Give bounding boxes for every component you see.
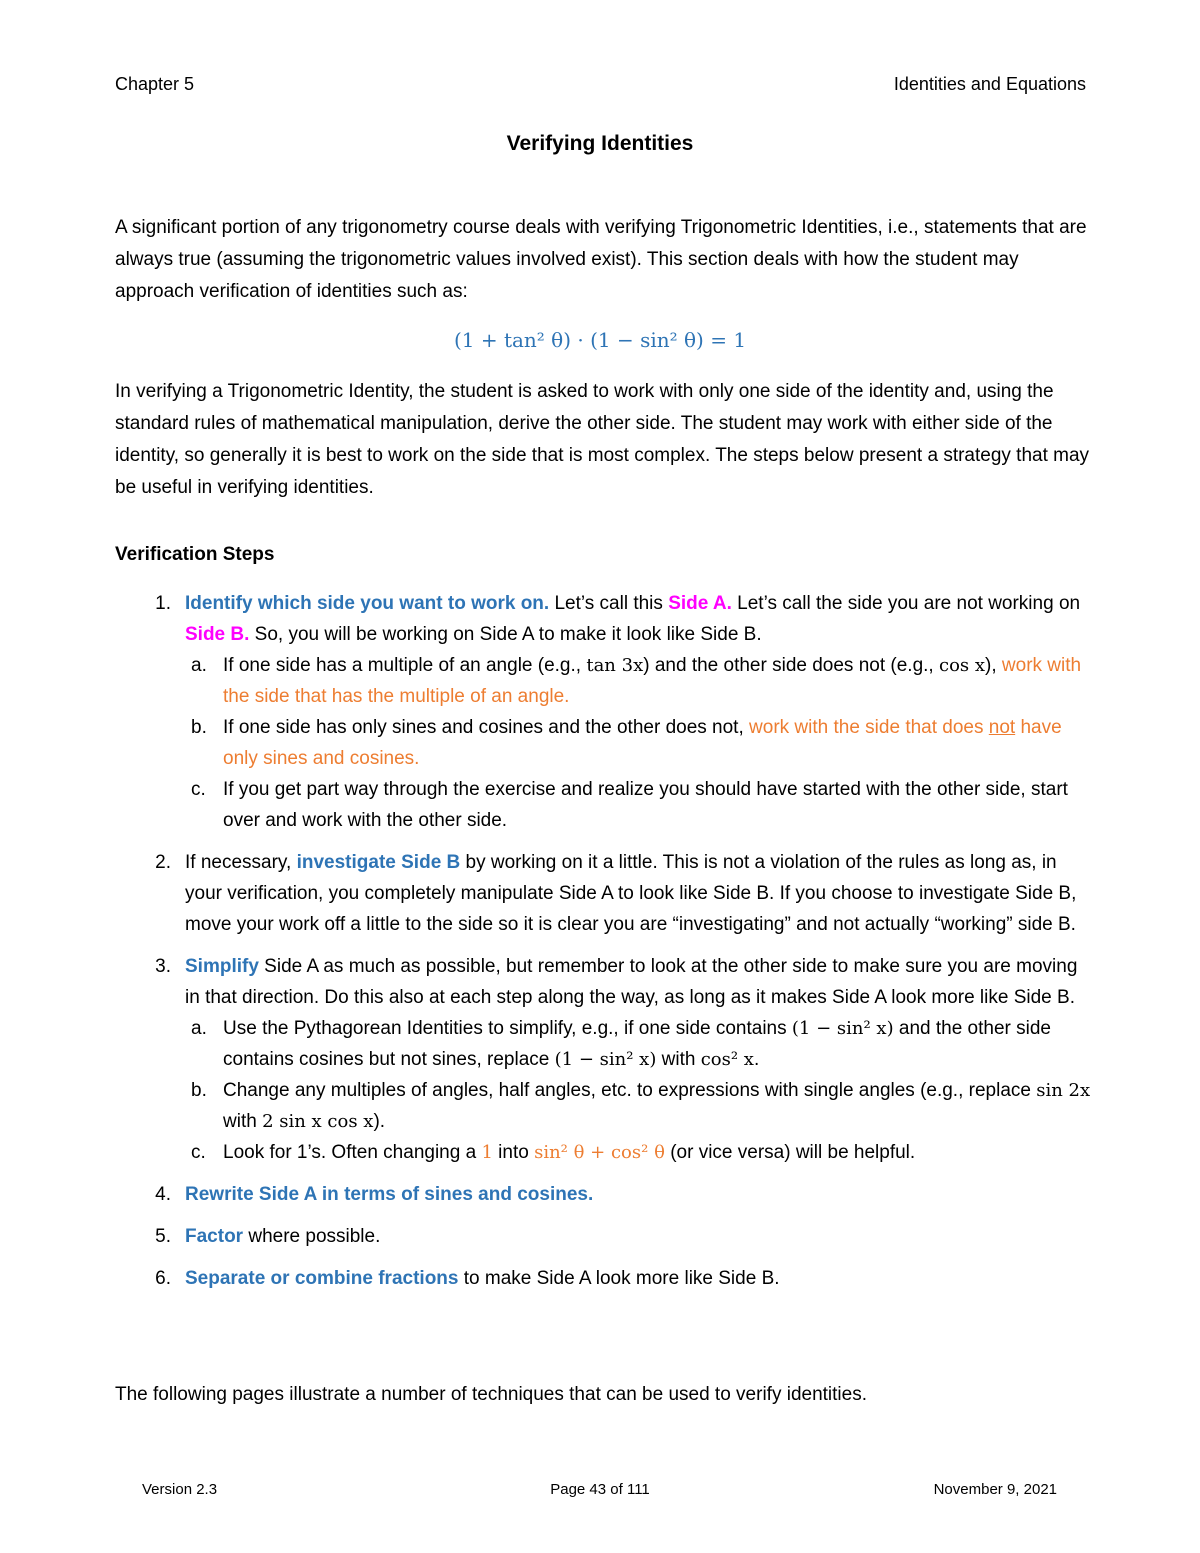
text: If necessary, xyxy=(185,852,297,873)
step-text xyxy=(185,588,1095,836)
text: Let’s call this xyxy=(549,593,669,614)
substep-text xyxy=(223,712,1095,774)
step-4 xyxy=(115,1179,1095,1210)
highlight-text: work with the side that does xyxy=(749,717,989,738)
text: and the other side contains cosines but not sines, replace xyxy=(223,1018,1051,1070)
text: Side A as much as possible, but remember to look at the other side to make sure you are moving in that direction. Do this also at each step along the way, as long as it makes Side A look more like Side B. xyxy=(185,956,1078,1008)
closing-paragraph: The following pages illustrate a number of techniques that can be used to verify identities. xyxy=(115,1384,867,1405)
step-number: 4. xyxy=(155,1184,171,1205)
math-expression: 1 xyxy=(481,1142,493,1163)
footer-date: November 9, 2021 xyxy=(933,1481,1057,1498)
text: ). xyxy=(373,1111,386,1132)
chapter-title: Identities and Equations xyxy=(893,74,1086,94)
math-expression: cos x xyxy=(938,655,986,676)
math-expression: sin² θ + cos² θ xyxy=(534,1142,665,1163)
substep-text xyxy=(223,650,1095,712)
substep-text xyxy=(223,1137,1095,1168)
highlight-text: investigate Side B xyxy=(296,852,461,873)
step-number: 3. xyxy=(155,956,171,977)
steps-heading: Verification Steps xyxy=(115,544,275,565)
substep-text xyxy=(223,1013,1095,1075)
text: with xyxy=(223,1111,263,1132)
footer-page-number: Page 43 of 111 xyxy=(550,1481,650,1498)
substep-letter: c. xyxy=(191,1142,206,1163)
step-3 xyxy=(115,951,1095,1168)
text: ), xyxy=(985,655,1002,676)
substep-3b xyxy=(185,1075,1095,1137)
substep-letter: b. xyxy=(191,1080,207,1101)
substep-letter: c. xyxy=(191,779,206,800)
math-expression: (1 − sin² x) xyxy=(554,1049,657,1070)
step-2 xyxy=(115,847,1095,940)
example-identity: (1 + tan² θ) · (1 − sin² θ) = 1 xyxy=(453,328,747,352)
highlight-text: Separate or combine fractions xyxy=(185,1268,459,1289)
step-text xyxy=(185,847,1095,940)
substep-text: If you get part way through the exercise and realize you should have started with the other side, start over and work with the other side. xyxy=(223,779,1068,831)
text: Use the Pythagorean Identities to simplify, e.g., if one side contains xyxy=(223,1018,792,1039)
text: Let’s call the side you are not working on xyxy=(731,593,1081,614)
step-number: 6. xyxy=(155,1268,171,1289)
text: If one side has only sines and cosines and the other does not, xyxy=(223,717,750,738)
step-1 xyxy=(115,588,1095,836)
substep-1a xyxy=(185,650,1095,712)
substep-1c xyxy=(185,774,1095,836)
step-text xyxy=(185,951,1095,1168)
text: ) and the other side does not (e.g., xyxy=(643,655,939,676)
highlight-text: have only sines and cosines. xyxy=(223,717,1062,769)
text: Look for 1’s. Often changing a xyxy=(223,1142,482,1163)
intro-paragraph: A significant portion of any trigonometry course deals with verifying Trigonometric Identities, i.e., statements that are always true (assuming the trigonometric values involved exist). This section deals with how the student may approach verification of identities such as: xyxy=(115,217,1087,302)
highlight-text: Simplify xyxy=(185,956,259,977)
highlight-text: Rewrite Side A in terms of sines and cosines. xyxy=(185,1184,594,1205)
math-expression: tan 3x xyxy=(586,655,644,676)
math-expression: 2 sin x cos x xyxy=(262,1111,374,1132)
step-text xyxy=(185,1179,1095,1210)
math-expression: sin 2x xyxy=(1036,1080,1091,1101)
substep-letter: a. xyxy=(191,655,207,676)
substep-3a xyxy=(185,1013,1095,1075)
math-expression: cos² x xyxy=(700,1049,754,1070)
text: into xyxy=(492,1142,535,1163)
step-5 xyxy=(115,1221,1095,1252)
highlight-text: Identify which side you want to work on. xyxy=(185,593,550,614)
page-title: Verifying Identities xyxy=(506,132,694,155)
steps-list xyxy=(115,588,1095,1305)
text: If one side has a multiple of an angle (e.g., xyxy=(223,655,587,676)
text: Change any multiples of angles, half angles, etc. to expressions with single angles (e.g., replace xyxy=(223,1080,1037,1101)
step-6 xyxy=(115,1263,1095,1294)
substep-1b xyxy=(185,712,1095,774)
side-b-label: Side B. xyxy=(185,624,250,645)
text: . xyxy=(753,1049,760,1070)
step-number: 2. xyxy=(155,852,171,873)
text: with xyxy=(656,1049,701,1070)
footer-version: Version 2.3 xyxy=(142,1481,218,1498)
step-number: 5. xyxy=(155,1226,171,1247)
text: (or vice versa) will be helpful. xyxy=(664,1142,916,1163)
step-number: 1. xyxy=(155,593,171,614)
text: So, you will be working on Side A to make it look like Side B. xyxy=(249,624,762,645)
substep-letter: b. xyxy=(191,717,207,738)
step-text xyxy=(185,1221,1095,1252)
highlight-text: work with the side that has the multiple of an angle. xyxy=(223,655,1082,707)
side-a-label: Side A. xyxy=(668,593,732,614)
highlight-text: Factor xyxy=(185,1226,244,1247)
text: by working on it a little. This is not a violation of the rules as long as, in your verification, you completely manipulate Side A to look like Side B. If you choose to investigate Side B, move your work off a little to the side so it is clear you are “investigating” and not actually “working” side B. xyxy=(185,852,1077,935)
substep-3c xyxy=(185,1137,1095,1168)
text: to make Side A look more like Side B. xyxy=(458,1268,780,1289)
strategy-paragraph: In verifying a Trigonometric Identity, the student is asked to work with only one side of the identity and, using the standard rules of mathematical manipulation, derive the other side. The student may work with either side of the identity, so generally it is best to work on the side that is most complex. The steps below present a strategy that may be useful in verifying identities. xyxy=(115,381,1090,498)
substep-text xyxy=(223,1075,1095,1137)
step-text xyxy=(185,1263,1095,1294)
underlined-text: not xyxy=(988,717,1016,738)
substep-letter: a. xyxy=(191,1018,207,1039)
text: where possible. xyxy=(243,1226,381,1247)
math-expression: (1 − sin² x) xyxy=(791,1018,894,1039)
chapter-label: Chapter 5 xyxy=(115,74,195,94)
